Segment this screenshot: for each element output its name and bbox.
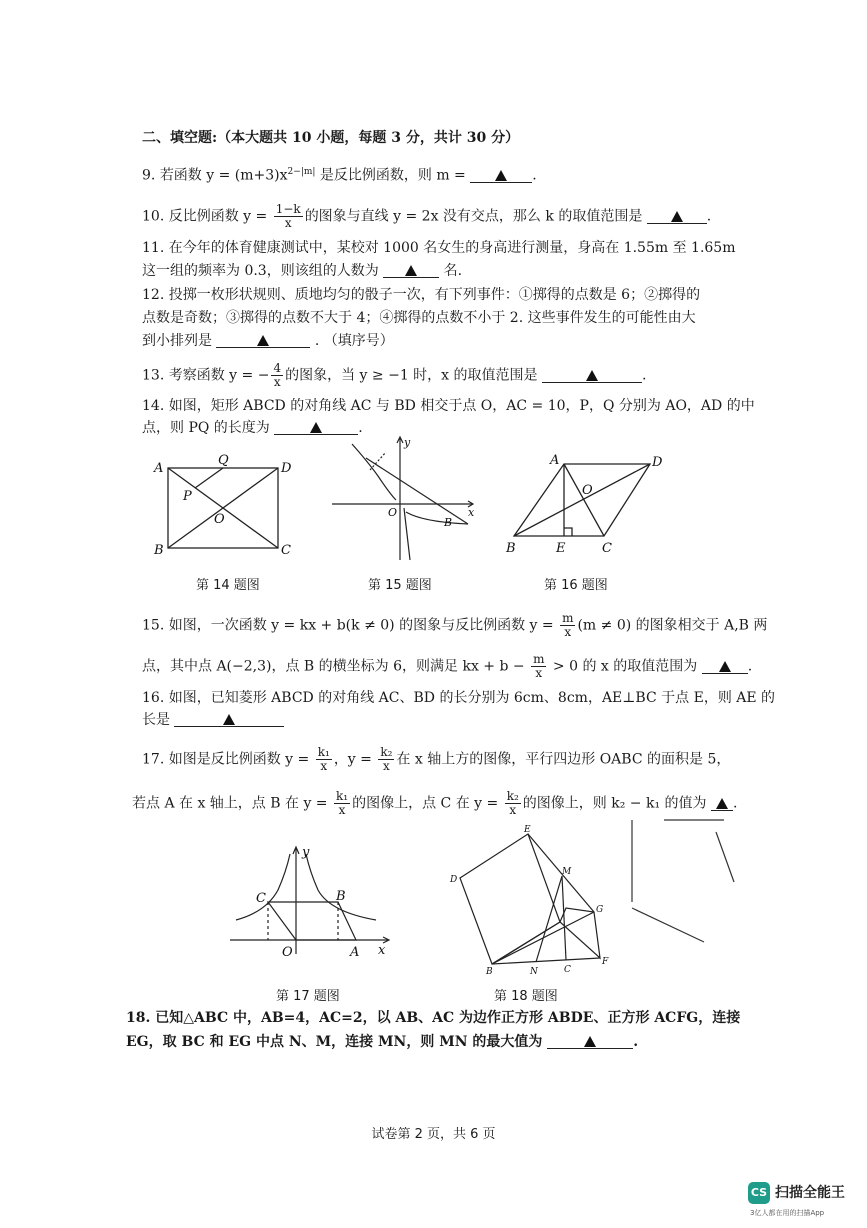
q17-line2-c: 的图像上，则 k₂ − k₁ 的值为 <box>522 795 707 812</box>
q17-frac-k2b: k₂ <box>506 789 519 803</box>
answer-triangle-icon <box>716 798 728 809</box>
q15-frac2-num: m <box>533 652 545 666</box>
q11-line-1: 11. 在今年的体育健康测试中，某校对 1000 名女生的身高进行测量，身高在 1.55m 至 1.65m <box>142 240 736 256</box>
f15-hyperbola-lower <box>404 508 410 560</box>
q17-frac-x2: x <box>383 759 390 773</box>
f16-label-c: C <box>602 541 612 556</box>
q12-line-1: 12. 投掷一枚形状规则、质地均匀的骰子一次，有下列事件：①掷得的点数是 6；②掷得的 <box>142 287 701 303</box>
q17-frac-x3: x <box>338 803 346 817</box>
caption-fig-15: 第 15 题图 <box>368 578 432 593</box>
f15-line <box>366 458 468 524</box>
q14-text-pre: 点，则 PQ 的长度为 <box>142 420 270 436</box>
q12-line-2: 点数是奇数；③掷得的点数不大于 4；④掷得的点数不小于 2. 这些事件发生的可能性由大 <box>142 310 696 326</box>
q17-frac-x1: x <box>320 759 328 773</box>
scanner-name: 扫描全能王 <box>775 1185 845 1201</box>
f14-label-p: P <box>183 489 192 504</box>
f18-segment-mc <box>562 876 566 960</box>
answer-triangle-icon <box>405 265 417 276</box>
q11-text-post: 名. <box>443 263 463 279</box>
scanner-logo-icon: CS <box>748 1182 770 1204</box>
f16-label-o: O <box>582 483 593 498</box>
f14-label-o: O <box>214 512 225 527</box>
f16-diagonal-ac <box>564 464 604 536</box>
f15-label-x: x <box>468 506 475 519</box>
q11-line-2 <box>142 261 462 281</box>
q17-line2-b: 的图像上，点 C 在 y = <box>352 795 503 812</box>
q17-fraction-k1 <box>316 746 332 773</box>
f16-label-b: B <box>506 541 516 556</box>
sketch-right-line <box>716 832 734 882</box>
q11-text-pre: 这一组的频率为 0.3，则该组的人数为 <box>142 263 379 279</box>
q15-line2-pre: 点，其中点 A(−2,3)，点 B 的横坐标为 6，则满足 kx + b − <box>142 658 530 675</box>
caption-fig-16: 第 16 题图 <box>544 578 608 593</box>
q17-text-pre: 17. 如图是反比例函数 y = <box>142 751 314 768</box>
f17-hyperbola-right <box>306 854 376 920</box>
answer-triangle-icon <box>586 370 598 381</box>
q16-answer-blank[interactable] <box>174 710 284 727</box>
f16-label-d: D <box>652 455 663 470</box>
q18-line-2: EG，取 BC 和 EG 中点 N、M，连接 MN，则 MN 的最大值为 . <box>126 1034 639 1050</box>
q15-line2-post: > 0 的 x 的取值范围为 <box>548 658 698 675</box>
q18-answer-blank[interactable] <box>547 1032 633 1049</box>
q13-answer-blank[interactable] <box>542 366 642 383</box>
q18-text-pre: EG，取 BC 和 EG 中点 N、M，连接 MN，则 MN 的最大值为 <box>126 1034 543 1050</box>
q17-frac-x4: x <box>509 803 517 817</box>
q13-number: 13. <box>142 367 165 384</box>
f18-segment-mn <box>536 876 562 962</box>
q12-answer-blank[interactable] <box>216 331 310 348</box>
figure-14 <box>150 448 300 560</box>
f18-segment-eg <box>528 834 594 912</box>
q15-line-2: 点，其中点 A(−2,3)，点 B 的横坐标为 6，则满足 kx + b − $\frac{m}{x}$ > 0 的 x 的取值范围为 . <box>142 652 753 680</box>
question-9: 9. 若函数 $y = (m+3)x^{2-|m|}$ 是反比例函数，则 m = . <box>142 167 537 184</box>
figure-17 <box>226 842 396 962</box>
question-13: 13. 考察函数 y = − $\frac{4}{x}$ 的图象，当 y ≥ −1 时，x 的取值范围是 . <box>142 361 647 389</box>
f17-label-o: O <box>282 945 293 960</box>
q15-frac-den: x <box>564 625 572 639</box>
q17-fraction-k2 <box>378 746 394 773</box>
f18-base-bf <box>492 958 600 964</box>
q16-line-2 <box>142 710 284 730</box>
q14-line-1: 14. 如图，矩形 ABCD 的对角线 AC 与 BD 相交于点 O，AC = 10，P，Q 分别为 AO，AD 的中 <box>142 398 755 414</box>
q9-exponent: 2−|m| <box>287 167 316 177</box>
f14-label-d: D <box>281 461 292 476</box>
f15-hyperbola-left <box>352 444 396 500</box>
scanner-watermark <box>748 1180 858 1220</box>
q17-line-2: 若点 A 在 x 轴上，点 B 在 y = $\frac{\text{k₁}}{x}$ 的图像上，点 C 在 y = $\frac{\text{k₂}}{x}$ 的图像上，则 k₂ − k₁ 的值为 . <box>132 789 738 817</box>
f14-label-a: A <box>154 461 164 476</box>
answer-triangle-icon <box>671 211 683 222</box>
f17-label-x: x <box>378 943 386 958</box>
f15-label-b: B <box>444 516 453 529</box>
q13-text-post: 的图象，当 y ≥ −1 时，x 的取值范围是 <box>285 367 538 384</box>
f17-label-y: y <box>302 845 310 860</box>
f18-label-f: F <box>602 957 609 967</box>
f17-label-a: A <box>350 945 360 960</box>
q15-frac2-den: x <box>535 666 543 680</box>
figure-18 <box>444 822 624 978</box>
f15-label-y: y <box>404 436 411 449</box>
margin-sketch <box>624 812 744 962</box>
q10-number: 10. <box>142 208 165 225</box>
q17-line-1 <box>142 746 730 773</box>
q13-frac-num: 4 <box>273 361 282 375</box>
q13-fraction <box>271 362 283 389</box>
q17-fraction-k2b <box>505 790 521 817</box>
q10-text-post: 的图象与直线 y = 2x 没有交点，那么 k 的取值范围是 <box>304 208 643 225</box>
q15-text-pre: 15. 如图，一次函数 y = kx + b(k ≠ 0) 的图象与反比例函数 y = <box>142 617 559 634</box>
q10-frac-den: x <box>284 216 292 230</box>
sketch-bottom-line <box>632 908 704 942</box>
f14-segment-pq <box>195 468 223 488</box>
f18-label-n: N <box>530 967 538 977</box>
f18-label-m: M <box>562 867 572 877</box>
caption-fig-14: 第 14 题图 <box>196 578 260 593</box>
answer-triangle-icon <box>719 661 731 672</box>
q13-frac-den: x <box>273 375 281 389</box>
q9-answer-blank[interactable] <box>470 166 532 183</box>
q12-text-pre: 到小排列是 <box>142 333 212 349</box>
f14-label-q: Q <box>218 453 229 468</box>
section-title: 二、填空题:（本大题共 10 小题，每题 3 分，共计 30 分） <box>142 130 520 146</box>
figure-15 <box>328 432 478 564</box>
q10-fraction <box>274 203 303 230</box>
q9-number: 9. <box>142 167 156 184</box>
q17-line2-a: 若点 A 在 x 轴上，点 B 在 y = <box>132 795 332 812</box>
f18-segment-bg <box>492 912 594 964</box>
q17-frac-k1: k₁ <box>317 745 330 759</box>
q17-answer-blank[interactable] <box>711 794 733 811</box>
caption-fig-18: 第 18 题图 <box>494 989 558 1004</box>
f14-label-c: C <box>281 543 291 558</box>
q10-frac-num: 1−k <box>275 202 301 216</box>
caption-fig-17: 第 17 题图 <box>276 989 340 1004</box>
answer-triangle-icon <box>495 170 507 181</box>
f18-label-d: D <box>450 875 458 885</box>
q15-fraction-2 <box>531 653 546 680</box>
question-10: 10. 反比例函数 y = $\frac{1-k}{x}$ 的图象与直线 y = 2x 没有交点，那么 k 的取值范围是 . <box>142 202 712 230</box>
q15-fraction <box>560 612 575 639</box>
q17-frac-k2: k₂ <box>380 745 393 759</box>
f15-tick-a <box>370 452 386 470</box>
q12-text-post: . （填序号） <box>314 333 394 349</box>
f18-label-g: G <box>596 905 604 915</box>
q18-line-1: 18. 已知△ABC 中，AB=4，AC=2，以 AB、AC 为边作正方形 ABDE、正方形 ACFG，连接 <box>126 1010 741 1026</box>
figure-16 <box>500 448 680 560</box>
f17-label-c: C <box>256 891 266 906</box>
q17-text-mid: ，y = <box>333 751 377 768</box>
q9-text-pre: 若函数 y = (m+3)x <box>159 167 288 184</box>
f14-label-b: B <box>154 543 164 558</box>
answer-triangle-icon <box>310 422 322 433</box>
f18-label-b: B <box>486 967 493 977</box>
q12-line-3 <box>142 331 394 351</box>
scanner-tagline: 3亿人都在用的扫描App <box>750 1209 825 1217</box>
q10-answer-blank[interactable] <box>647 207 707 224</box>
f15-label-o: O <box>388 506 398 519</box>
q11-answer-blank[interactable] <box>383 261 439 278</box>
q16-line-1: 16. 如图，已知菱形 ABCD 的对角线 AC、BD 的长分别为 6cm、8cm，AE⊥BC 于点 E，则 AE 的 <box>142 690 776 706</box>
f18-label-c: C <box>564 965 571 975</box>
q15-line-1 <box>142 612 767 639</box>
f16-label-e: E <box>556 541 566 556</box>
q17-fraction-k1b <box>334 790 350 817</box>
page-footer: 试卷第 2 页，共 6 页 <box>371 1127 496 1142</box>
f18-label-e: E <box>524 825 531 835</box>
f16-diagonal-bd <box>514 464 650 536</box>
f16-right-angle-icon <box>564 528 572 536</box>
f17-label-b: B <box>336 889 346 904</box>
q15-frac-num: m <box>562 611 574 625</box>
q15-answer-blank[interactable] <box>702 657 748 674</box>
f18-side-ba <box>492 922 560 964</box>
q14-line-2: 点，则 PQ 的长度为 . <box>142 420 363 436</box>
q10-text-pre: 反比例函数 y = <box>168 208 272 225</box>
q17-text-post: 在 x 轴上方的图像，平行四边形 OABC 的面积是 5， <box>396 751 731 768</box>
f16-label-a: A <box>550 453 560 468</box>
f17-parallelogram <box>268 902 356 940</box>
q16-text-pre: 长是 <box>142 712 170 728</box>
q17-frac-k1b: k₁ <box>336 789 349 803</box>
answer-triangle-icon <box>223 714 235 725</box>
answer-triangle-icon <box>257 335 269 346</box>
f17-hyperbola-left <box>236 854 290 920</box>
q15-text-post: (m ≠ 0) 的图象相交于 A,B 两 <box>577 617 768 634</box>
q13-text-pre: 考察函数 y = − <box>168 367 270 384</box>
answer-triangle-icon <box>584 1036 596 1047</box>
q9-text-post: 是反比例函数，则 m = <box>319 167 471 184</box>
